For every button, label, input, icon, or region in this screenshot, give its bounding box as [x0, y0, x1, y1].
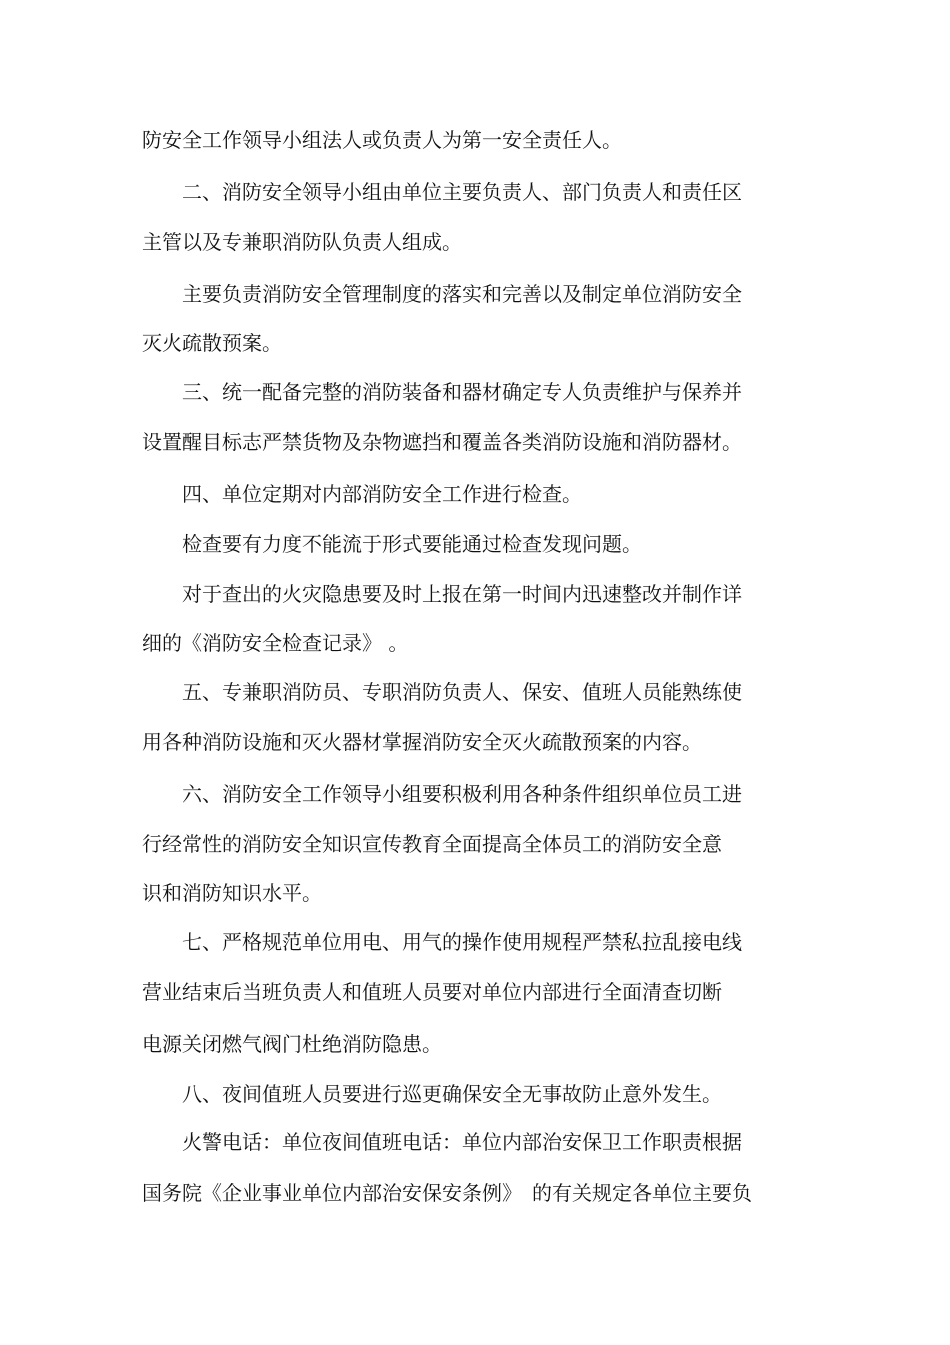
text-line: 五、专兼职消防员、专职消防负责人、保安、值班人员能熟练使 [142, 680, 742, 704]
text-line: 四、单位定期对内部消防安全工作进行检查。 [142, 482, 582, 506]
text-line: 三、统一配备完整的消防装备和器材确定专人负责维护与保养并 [142, 380, 742, 404]
text-line: 对于查出的火灾隐患要及时上报在第一时间内迅速整改并制作详 [142, 582, 742, 606]
text-line: 识和消防知识水平。 [142, 881, 322, 905]
text-line: 七、严格规范单位用电、用气的操作使用规程严禁私拉乱接电线 [142, 930, 742, 954]
text-line: 细的《消防安全检查记录》 。 [142, 631, 409, 655]
text-line: 检查要有力度不能流于形式要能通过检查发现问题。 [142, 532, 642, 556]
text-line: 营业结束后当班负责人和值班人员要对单位内部进行全面清查切断 [142, 980, 722, 1004]
text-line: 国务院《企业事业单位内部治安保安条例》 的有关规定各单位主要负 [142, 1181, 752, 1205]
text-line: 主要负责消防安全管理制度的落实和完善以及制定单位消防安全 [142, 282, 742, 306]
text-line: 电源关闭燃气阀门杜绝消防隐患。 [142, 1032, 442, 1056]
text-line: 主管以及专兼职消防队负责人组成。 [142, 230, 462, 254]
text-line: 八、夜间值班人员要进行巡更确保安全无事故防止意外发生。 [142, 1082, 722, 1106]
text-line: 防安全工作领导小组法人或负责人为第一安全责任人。 [142, 128, 622, 152]
text-line: 火警电话：单位夜间值班电话：单位内部治安保卫工作职责根据 [142, 1130, 742, 1154]
text-line: 设置醒目标志严禁货物及杂物遮挡和覆盖各类消防设施和消防器材。 [142, 430, 742, 454]
text-line: 六、消防安全工作领导小组要积极利用各种条件组织单位员工进 [142, 782, 742, 806]
text-line: 二、消防安全领导小组由单位主要负责人、部门负责人和责任区 [142, 180, 742, 204]
text-line: 灭火疏散预案。 [142, 331, 282, 355]
text-line: 用各种消防设施和灭火器材掌握消防安全灭火疏散预案的内容。 [142, 730, 702, 754]
text-line: 行经常性的消防安全知识宣传教育全面提高全体员工的消防安全意 [142, 832, 722, 856]
